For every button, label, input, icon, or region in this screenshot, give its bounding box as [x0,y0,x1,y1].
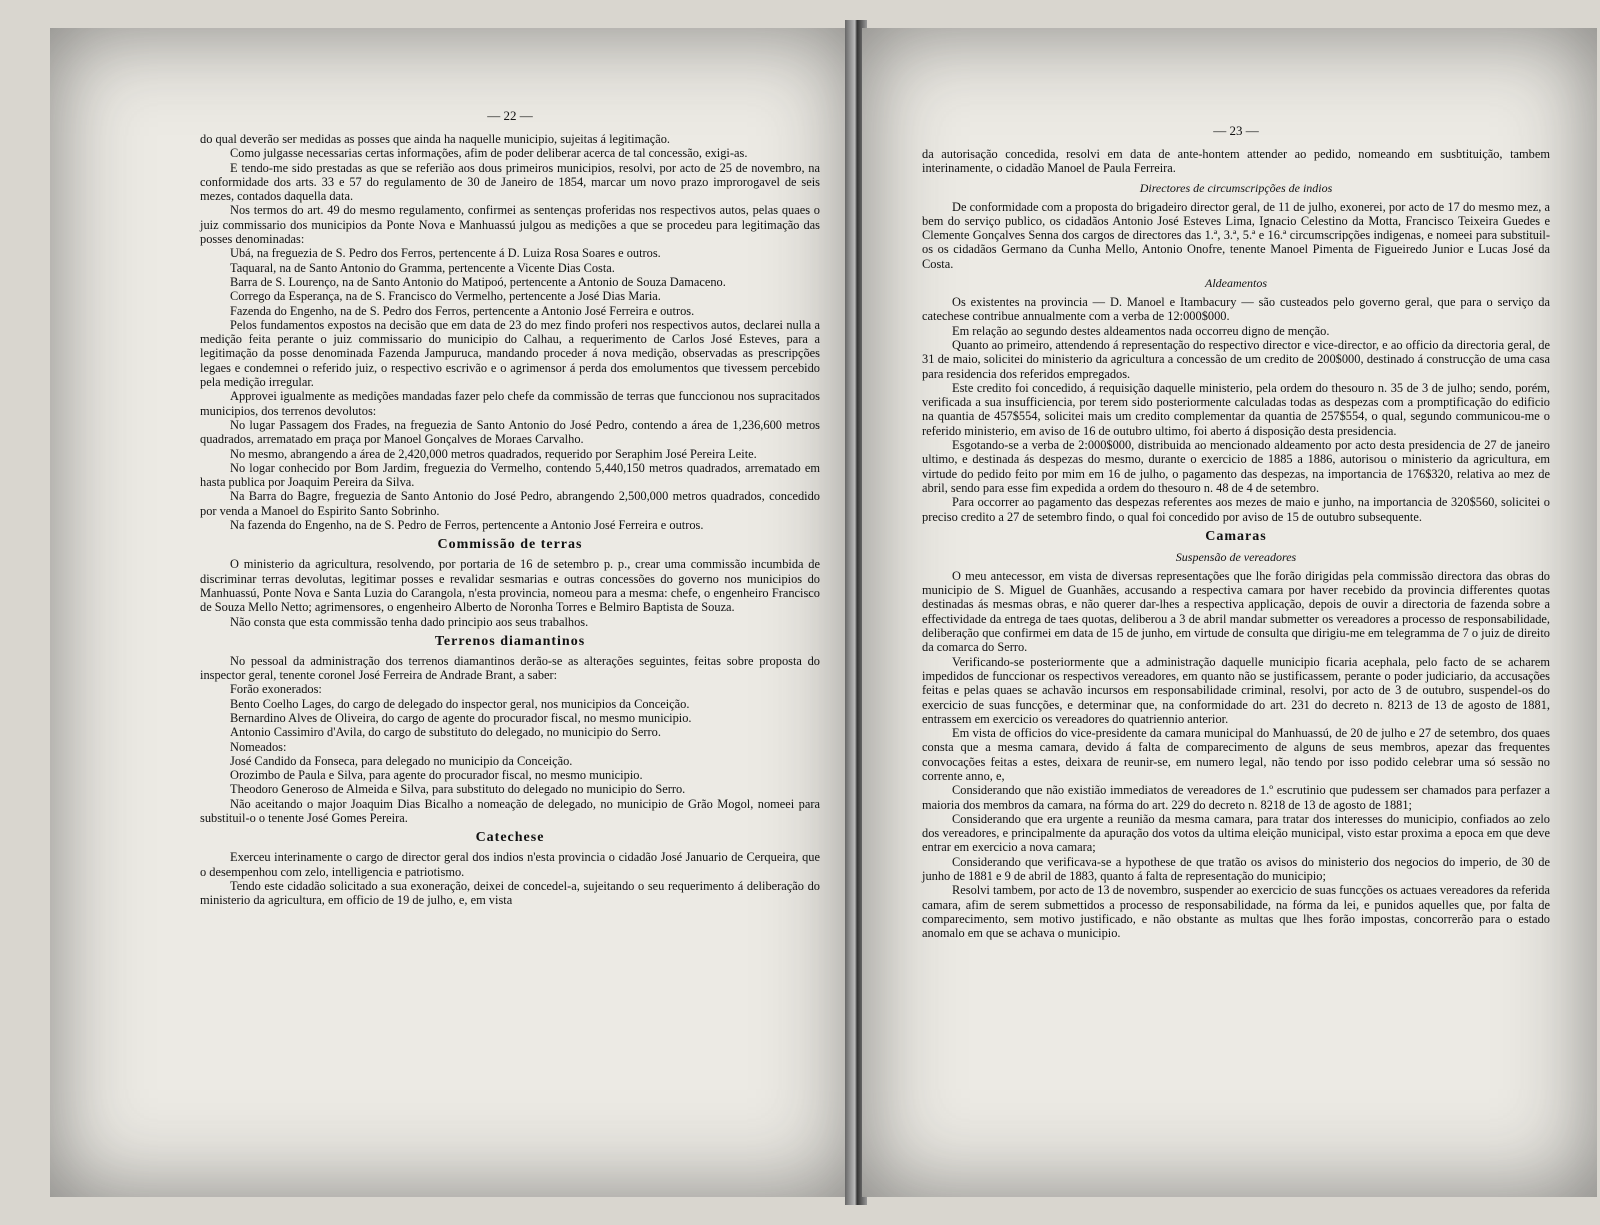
paragraph: Fazenda do Engenho, na de S. Pedro dos Ferros, pertencente a Antonio José Ferreira e outros. [230,303,695,318]
paragraph: Considerando que não existião immediatos de vereadores de 1.º escrutinio que pudessem ser chamados para perfazer a maioria dos membros da camara, na fórma do art. 229 do decreto n. 8218 de 13 de agosto de 1881; [922,783,1550,812]
paragraph: Considerando que verificava-se a hypothese de que tratão os avisos do ministerio dos negocios do imperio, de 30 de junho de 1881 e 9 de abril de 1883, quanto á falta de representação do municipio; [922,854,1550,884]
left-page [50,28,855,1197]
paragraph: Na Barra do Bagre, freguezia de Santo Antonio do José Pedro, abrangendo 2,500,000 metros quadrados, concedido por venda a Manoel do Espirito Santo Sobrinho. [200,489,820,518]
section-subheading: Suspensão de vereadores [1175,549,1297,564]
paragraph: Ubá, na freguezia de S. Pedro dos Ferros, pertencente á D. Luiza Rosa Soares e outros. [230,246,661,261]
paragraph: No lugar Passagem dos Frades, na freguezia de Santo Antonio do José Pedro, contendo a área de 1,236,600 metros quadrados, arrematado em praça por Manoel Gonçalves de Moraes Carvalho. [200,417,820,447]
paragraph: Nomeados: [230,739,287,754]
paragraph: Corrego da Esperança, na de S. Francisco do Vermelho, pertencente a José Dias Maria. [230,289,661,304]
paragraph: No logar conhecido por Bom Jardim, freguezia do Vermelho, contendo 5,440,150 metros quadrados, arrematado em hasta publica por Joaquim Pereira da Silva. [200,460,820,490]
paragraph: Verificando-se posteriormente que a administração daquelle municipio ficaria acephala, pelo facto de se acharem impedidos de funccionar os respectivos vereadores, em quanto não se justificassem, perante o poder judiciario, da accusações feitas e pelas quaes se achavão incursos em responsabilidade criminal, resolvi, por acto de 3 de outubro, suspendel-os do exercicio de suas funcções, e determinar que, na conformidade do art. 231 do decreto n. 8213 de 13 de agosto de 1881, entrassem em exercicio os vereadores do quatriennio anterior. [922,654,1550,726]
paragraph: Como julgasse necessarias certas informações, afim de poder deliberar acerca de tal concessão, exigi-as. [230,146,748,161]
paragraph: Os existentes na provincia — D. Manoel e Itambacury — são custeados pelo governo geral, que para o serviço da catechese contribue annualmente com a verba de 12:000$000. [922,295,1550,324]
paragraph: da autorisação concedida, resolvi em data de ante-hontem attender ao pedido, nomeando em susbtituição, tambem interinamente, o cidadão Manoel de Paula Ferreira. [922,147,1550,176]
paragraph: No pessoal da administração dos terrenos diamantinos derão-se as alterações seguintes, feitas sobre proposta do inspector geral, tenente coronel José Ferreira de Andrade Brant, a saber: [200,653,820,683]
paragraph: O ministerio da agricultura, resolvendo, por portaria de 16 de setembro p. p., crear uma commissão incumbida de discriminar terras devolutas, legitimar posses e revalidar sesmarias e outras concessões do governo nos municipios do Manhuassú, Ponte Nova e Santa Luzia do Carangola, n'esta provincia, nomeou para a mesma: chefe, o engenheiro Francisco de Souza Mello Netto; agrimensores, o engenheiro Alberto de Noronha Torres e Belmiro Baptista de Souza. [200,557,820,615]
section-subheading: Aldeamentos [1205,276,1267,291]
paragraph: Approvei igualmente as medições mandadas fazer pelo chefe da commissão de terras que funccionou nos supracitados municipios, dos terrenos devolutos: [200,389,820,418]
paragraph: Bento Coelho Lages, do cargo de delegado do inspector geral, nos municipios da Conceição. [230,696,690,711]
left-page-text [200,108,820,908]
paragraph: Na fazenda do Engenho, na de S. Pedro de Ferros, pertencente a Antonio José Ferreira e outros. [230,518,704,533]
paragraph: Barra de S. Lourenço, na de Santo Antonio do Matipoó, pertencente a Antonio de Souza Damaceno. [230,274,726,289]
section-heading: Terrenos diamantinos [434,633,586,649]
paragraph: Não consta que esta commissão tenha dado principio aos seus trabalhos. [230,614,589,629]
paragraph: O meu antecessor, em vista de diversas representações que lhe forão dirigidas pela commissão directora das obras do municipio de S. Miguel de Guanhães, accusando a respectiva camara por haver recebido da provincia differentes quotas destinadas ás mesmas obras, e não querer dar-lhes a respectiva applicação, depois de ouvir a directoria de fazenda sobre a effectividade da entrega de taes quotas, deliberou a 3 de abril mandar submetter os vereadores a processo de responsabilidade, deliberação que confirmei em data de 15 de junho, em virtude de consulta que dirigiu-me em telegramma de 7 o juiz de direito da comarca do Serro. [922,568,1550,655]
paragraph: Theodoro Generoso de Almeida e Silva, para substituto do delegado no municipio do Serro. [230,782,686,797]
paragraph: Nos termos do art. 49 do mesmo regulamento, confirmei as sentenças proferidas nos respectivos autos, pelas quaes o juiz commissario dos municipios da Ponte Nova e Manhuassú julgou as medições a que se procedeu para legitimação das posses denominadas: [200,203,820,247]
right-page-text [922,123,1550,941]
paragraph: Resolvi tambem, por acto de 13 de novembro, suspender ao exercicio de suas funcções os actuaes vereadores da referida camara, afim de serem submettidos a processo de responsabilidade, na fórma da lei, e punidos aquelles que, por falta de comparecimento, sem motivo justificado, e não obstante as multas que lhes forão impostas, concorrerão para o estado anomalo em que se achava o municipio. [922,883,1550,941]
paragraph: De conformidade com a proposta do brigadeiro director geral, de 11 de julho, exonerei, por acto de 17 do mesmo mez, a bem do serviço publico, os cidadãos Antonio José Esteves Lima, Ignacio Celestino da Motta, Francisco Teixeira Guedes e Clemente Gonçalves Senna dos cargos de directores das 1.ª, 3.ª, 5.ª e 16.ª circumscripções indigenas, e nomeei para substituil-os os cidadãos Germano da Cunha Mello, Antonio Onofre, tenente Manoel Pimenta de Figueiredo Junior e Lucas José da Costa. [922,199,1550,271]
paragraph: Exerceu interinamente o cargo de director geral dos indios n'esta provincia o cidadão José Januario de Cerqueira, que o desempenhou com zelo, intelligencia e patriotismo. [200,850,820,879]
section-heading: Camaras [1205,528,1267,544]
page-number: — 22 — [487,108,533,123]
paragraph: Para occorrer ao pagamento das despezas referentes aos mezes de maio e junho, na importancia de 320$560, solicitei o preciso credito a 27 de setembro findo, o qual foi concedido por aviso de 15 de outubro subsequente. [922,495,1550,524]
paragraph: Este credito foi concedido, á requisição daquelle ministerio, pela ordem do thesouro n. 35 de 3 de julho; sendo, porém, verificada a sua insufficiencia, por terem sido posteriormente calculadas todas as despezas com a promptificação do edificio na quantia de 457$554, solicitei mais um credito complementar da quantia de 257$554, o qual, segundo communicou-me o referido ministerio, em aviso de 16 de outubro ultimo, foi aberto á disposição desta presidencia. [922,380,1550,438]
paragraph: do qual deverão ser medidas as posses que ainda ha naquelle municipio, sujeitas á legitimação. [200,132,671,146]
paragraph: Orozimbo de Paula e Silva, para agente do procurador fiscal, no mesmo municipio. [230,768,643,783]
section-heading: Commissão de terras [437,537,583,553]
paragraph: Não aceitando o major Joaquim Dias Bicalho a nomeação de delegado, no municipio de Grão Mogol, nomeei para substituil-o o tenente José Gomes Pereira. [200,796,820,826]
paragraph: No mesmo, abrangendo a área de 2,420,000 metros quadrados, requerido por Seraphim José Pereira Leite. [230,446,757,461]
paragraph: Tendo este cidadão solicitado a sua exoneração, deixei de concedel-a, sujeitando o seu requerimento á deliberação do ministerio da agricultura, em officio de 19 de julho, e, em vista [200,878,820,908]
page-number: — 23 — [1213,123,1259,138]
paragraph: Pelos fundamentos expostos na decisão que em data de 23 do mez findo proferi nos respectivos autos, declarei nulla a medição feita perante o juiz commissario do municipio do Calhau, a requerimento de Carlos José Esteves, para a legitimação da posse denominada Fazenda Jampuruca, mandando proceder á nova medição, observadas as prescripções legaes e condemnei o referido juiz, o respectivo escrivão e o agrimensor á perda dos emolumentos que tivessem percebido pela medição irregular. [200,317,820,390]
paragraph: Quanto ao primeiro, attendendo á representação do respectivo director e vice-director, e ao officio da directoria geral, de 31 de maio, solicitei do ministerio da agricultura a concessão de um credito de 200$000, destinado á construcção de uma casa para residencia dos referidos empregados. [922,337,1550,381]
paragraph: José Candido da Fonseca, para delegado no municipio da Conceição. [230,753,573,768]
paragraph: Em vista de officios do vice-presidente da camara municipal do Manhuassú, de 20 de julho e 27 de setembro, dos quaes consta que a mesma camara, devido á falta de comparecimento de alguns de seus membros, apezar das frequentes convocações feitas a estes, deixara de reunir-se, em numero legal, não tendo por isso podido celebrar uma só sessão no corrente anno, e, [922,726,1550,783]
paragraph: Em relação ao segundo destes aldeamentos nada occorreu digno de menção. [952,323,1330,338]
section-heading: Catechese [475,830,545,846]
paragraph: E tendo-me sido prestadas as que se referião aos dous primeiros municipios, resolvi, por acto de 25 de novembro, na conformidade dos arts. 33 e 57 do regulamento de 30 de Janeiro de 1854, marcar um novo prazo improrogavel de seis mezes, contados daquella data. [200,160,820,204]
paragraph: Taquaral, na de Santo Antonio do Gramma, pertencente a Vicente Dias Costa. [230,260,615,275]
right-page [862,28,1597,1197]
paragraph: Bernardino Alves de Oliveira, do cargo de agente do procurador fiscal, no mesmo municipio. [230,710,692,725]
section-subheading: Directores de circumscripções de indios [1139,180,1333,195]
paragraph: Esgotando-se a verba de 2:000$000, distribuida ao mencionado aldeamento por acto desta presidencia de 27 de janeiro ultimo, e destinada ás despezas do mesmo, durante o exercicio de 1885 a 1886, autorisou o ministerio da agricultura, em virtude do pedido feito por mim em 16 de julho, o pagamento das despezas, na importancia de 176$320, relativa ao mez de abril, sendo para esse fim expedida a ordem do thesouro n. 48 de 4 de setembro. [922,438,1550,495]
paragraph: Forão exonerados: [230,682,322,697]
paragraph: Antonio Cassimiro d'Avila, do cargo de substituto do delegado, no municipio do Serro. [230,725,661,740]
paragraph: Considerando que era urgente a reunião da mesma camara, para tratar dos interesses do municipio, confiados ao zelo dos vereadores, e principalmente da apuração dos votos da ultima eleição municipal, visto estar proxima a epoca em que deve entrar em exercicio a nova camara; [922,811,1550,855]
